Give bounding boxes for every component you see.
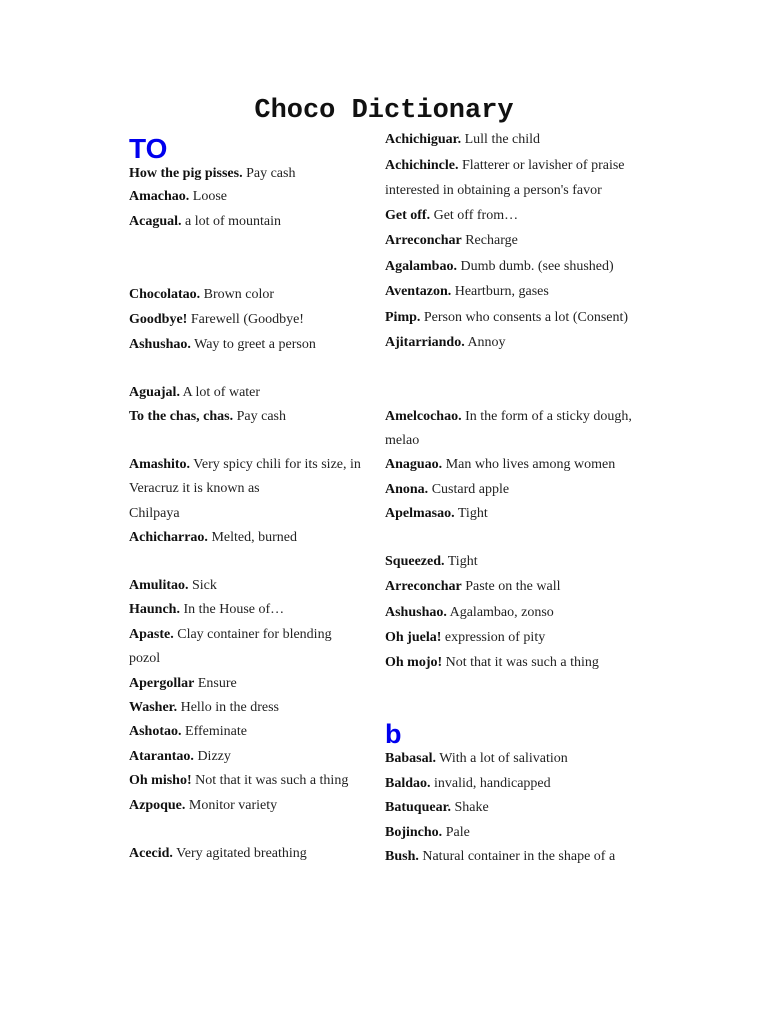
dictionary-entry: [129, 601, 284, 619]
section-heading-to: TO: [129, 133, 168, 164]
entry-definition: Pale: [442, 825, 470, 840]
entry-definition: Flatterer or lavisher of praise: [458, 158, 625, 173]
dictionary-entry: [129, 213, 281, 231]
entry-term: Baldao.: [385, 776, 431, 791]
entry-definition: Sick: [188, 578, 217, 593]
entry-term: Oh mojo!: [385, 655, 443, 670]
dictionary-entry: [385, 309, 628, 327]
entry-term: Amashito.: [129, 457, 191, 472]
dictionary-entry: [385, 408, 632, 426]
entry-definition: Heartburn, gases: [451, 284, 549, 299]
dictionary-entry: [129, 408, 286, 426]
entry-term: Oh juela!: [385, 630, 442, 645]
entry-definition: Pay cash: [233, 409, 287, 424]
dictionary-entry: [129, 723, 247, 741]
dictionary-entry: [129, 797, 277, 815]
dictionary-entry: [129, 772, 348, 790]
dictionary-entry: [385, 157, 625, 175]
dictionary-entry: [385, 283, 549, 301]
dictionary-entry: [129, 699, 279, 717]
entry-term: Ashushao.: [385, 605, 447, 620]
dictionary-entry: [129, 748, 231, 766]
entry-definition: Loose: [189, 189, 227, 204]
entry-term: Arreconchar: [385, 233, 462, 248]
entry-term: Atarantao.: [129, 749, 194, 764]
entry-definition: Not that it was such a thing: [191, 773, 349, 788]
dictionary-entry: [385, 629, 545, 647]
dictionary-entry: [385, 207, 518, 225]
section-heading-b: b: [385, 719, 402, 749]
entry-definition: Monitor variety: [185, 798, 278, 813]
entry-term: Agalambao.: [385, 259, 457, 274]
dictionary-entry: [129, 286, 274, 304]
entry-definition: Not that it was such a thing: [442, 655, 599, 670]
entry-term: Arreconchar: [385, 579, 462, 594]
entry-term: Acagual.: [129, 214, 182, 229]
dictionary-entry: [129, 311, 304, 329]
entry-definition: Annoy: [464, 335, 506, 350]
entry-term: Acecid.: [129, 846, 173, 861]
dictionary-entry: [385, 604, 554, 622]
entry-definition: Melted, burned: [207, 530, 297, 545]
entry-term: Achichiguar.: [385, 132, 462, 147]
dictionary-entry: [129, 384, 260, 402]
entry-definition: Very agitated breathing: [172, 846, 307, 861]
entry-term: Amelcochao.: [385, 409, 462, 424]
entry-term: Bojincho.: [385, 825, 443, 840]
entry-continuation: interested in obtaining a person's favor: [385, 183, 602, 198]
entry-term: Haunch.: [129, 602, 180, 617]
dictionary-entry: [129, 456, 361, 474]
dictionary-entry: [385, 654, 599, 672]
dictionary-entry: [385, 578, 560, 596]
entry-definition: Way to greet a person: [190, 337, 316, 352]
dictionary-entry: [385, 258, 614, 276]
entry-term: Aventazon.: [385, 284, 452, 299]
dictionary-entry: [385, 824, 470, 842]
entry-continuation: Veracruz it is known as: [129, 481, 260, 496]
entry-definition: Natural container in the shape of a: [418, 849, 616, 864]
entry-definition: With a lot of salivation: [435, 751, 568, 766]
entry-definition: Lull the child: [461, 132, 541, 147]
entry-term: Get off.: [385, 208, 431, 223]
dictionary-entry: [385, 131, 540, 149]
dictionary-entry: [129, 529, 297, 547]
entry-definition: Get off from…: [430, 208, 519, 223]
entry-definition: Recharge: [461, 233, 518, 248]
dictionary-entry: [129, 626, 332, 644]
entry-term: Apergollar: [129, 676, 195, 691]
entry-definition: a lot of mountain: [181, 214, 282, 229]
entry-definition: Person who consents a lot (Consent): [420, 310, 629, 325]
entry-definition: Hello in the dress: [177, 700, 279, 715]
entry-definition: Effeminate: [181, 724, 247, 739]
entry-term: Amulitao.: [129, 578, 189, 593]
entry-continuation: pozol: [129, 651, 161, 666]
dictionary-entry: [385, 505, 488, 523]
entry-term: Achichincle.: [385, 158, 459, 173]
entry-term: Achicharrao.: [129, 530, 208, 545]
entry-term: Amachao.: [129, 189, 190, 204]
entry-term: Ashotao.: [129, 724, 182, 739]
entry-definition: In the House of…: [179, 602, 285, 617]
entry-definition: Farewell (Goodbye!: [187, 312, 304, 327]
dictionary-entry: [385, 481, 509, 499]
entry-definition: Dizzy: [193, 749, 231, 764]
entry-definition: Custard apple: [428, 482, 510, 497]
entry-definition: Tight: [454, 506, 488, 521]
dictionary-entry: [385, 799, 489, 817]
entry-term: Aguajal.: [129, 385, 180, 400]
dictionary-entry: [129, 675, 237, 693]
page-title: Choco Dictionary: [254, 96, 514, 126]
entry-term: Oh misho!: [129, 773, 192, 788]
entry-term: Anaguao.: [385, 457, 443, 472]
entry-definition: Paste on the wall: [461, 579, 561, 594]
entry-definition: Agalambao, zonso: [446, 605, 554, 620]
entry-term: Bush.: [385, 849, 419, 864]
entry-term: Ashushao.: [129, 337, 191, 352]
entry-term: Goodbye!: [129, 312, 188, 327]
entry-term: Apaste.: [129, 627, 174, 642]
entry-definition: Ensure: [194, 676, 237, 691]
entry-term: Azpoque.: [129, 798, 186, 813]
entry-definition: Very spicy chili for its size, in: [190, 457, 361, 472]
entry-definition: Tight: [444, 554, 478, 569]
dictionary-entry: [129, 845, 307, 863]
entry-definition: invalid, handicapped: [430, 776, 551, 791]
dictionary-entry: [385, 775, 551, 793]
entry-definition: Clay container for blending: [173, 627, 332, 642]
entry-term: To the chas, chas.: [129, 409, 234, 424]
dictionary-entry: [129, 165, 295, 183]
entry-term: Batuquear.: [385, 800, 452, 815]
entry-term: Chocolatao.: [129, 287, 201, 302]
dictionary-entry: [385, 848, 615, 866]
entry-definition: Dumb dumb. (see shushed): [456, 259, 614, 274]
dictionary-entry: [385, 232, 518, 250]
entry-definition: Brown color: [200, 287, 275, 302]
entry-term: How the pig pisses.: [129, 166, 243, 181]
entry-definition: In the form of a sticky dough,: [461, 409, 632, 424]
entry-term: Squeezed.: [385, 554, 445, 569]
dictionary-entry: [385, 750, 568, 768]
entry-continuation: melao: [385, 433, 420, 448]
dictionary-entry: [129, 188, 227, 206]
entry-definition: Man who lives among women: [442, 457, 616, 472]
dictionary-entry: [129, 336, 316, 354]
entry-term: Apelmasao.: [385, 506, 455, 521]
entry-definition: Pay cash: [242, 166, 296, 181]
entry-term: Ajitarriando.: [385, 335, 465, 350]
entry-definition: A lot of water: [179, 385, 261, 400]
dictionary-entry: [129, 577, 217, 595]
entry-definition: Shake: [451, 800, 489, 815]
entry-continuation: Chilpaya: [129, 506, 180, 521]
entry-term: Babasal.: [385, 751, 436, 766]
entry-term: Anona.: [385, 482, 429, 497]
entry-definition: expression of pity: [441, 630, 546, 645]
entry-term: Washer.: [129, 700, 178, 715]
entry-term: Pimp.: [385, 310, 421, 325]
dictionary-entry: [385, 456, 615, 474]
dictionary-entry: [385, 334, 506, 352]
dictionary-entry: [385, 553, 478, 571]
